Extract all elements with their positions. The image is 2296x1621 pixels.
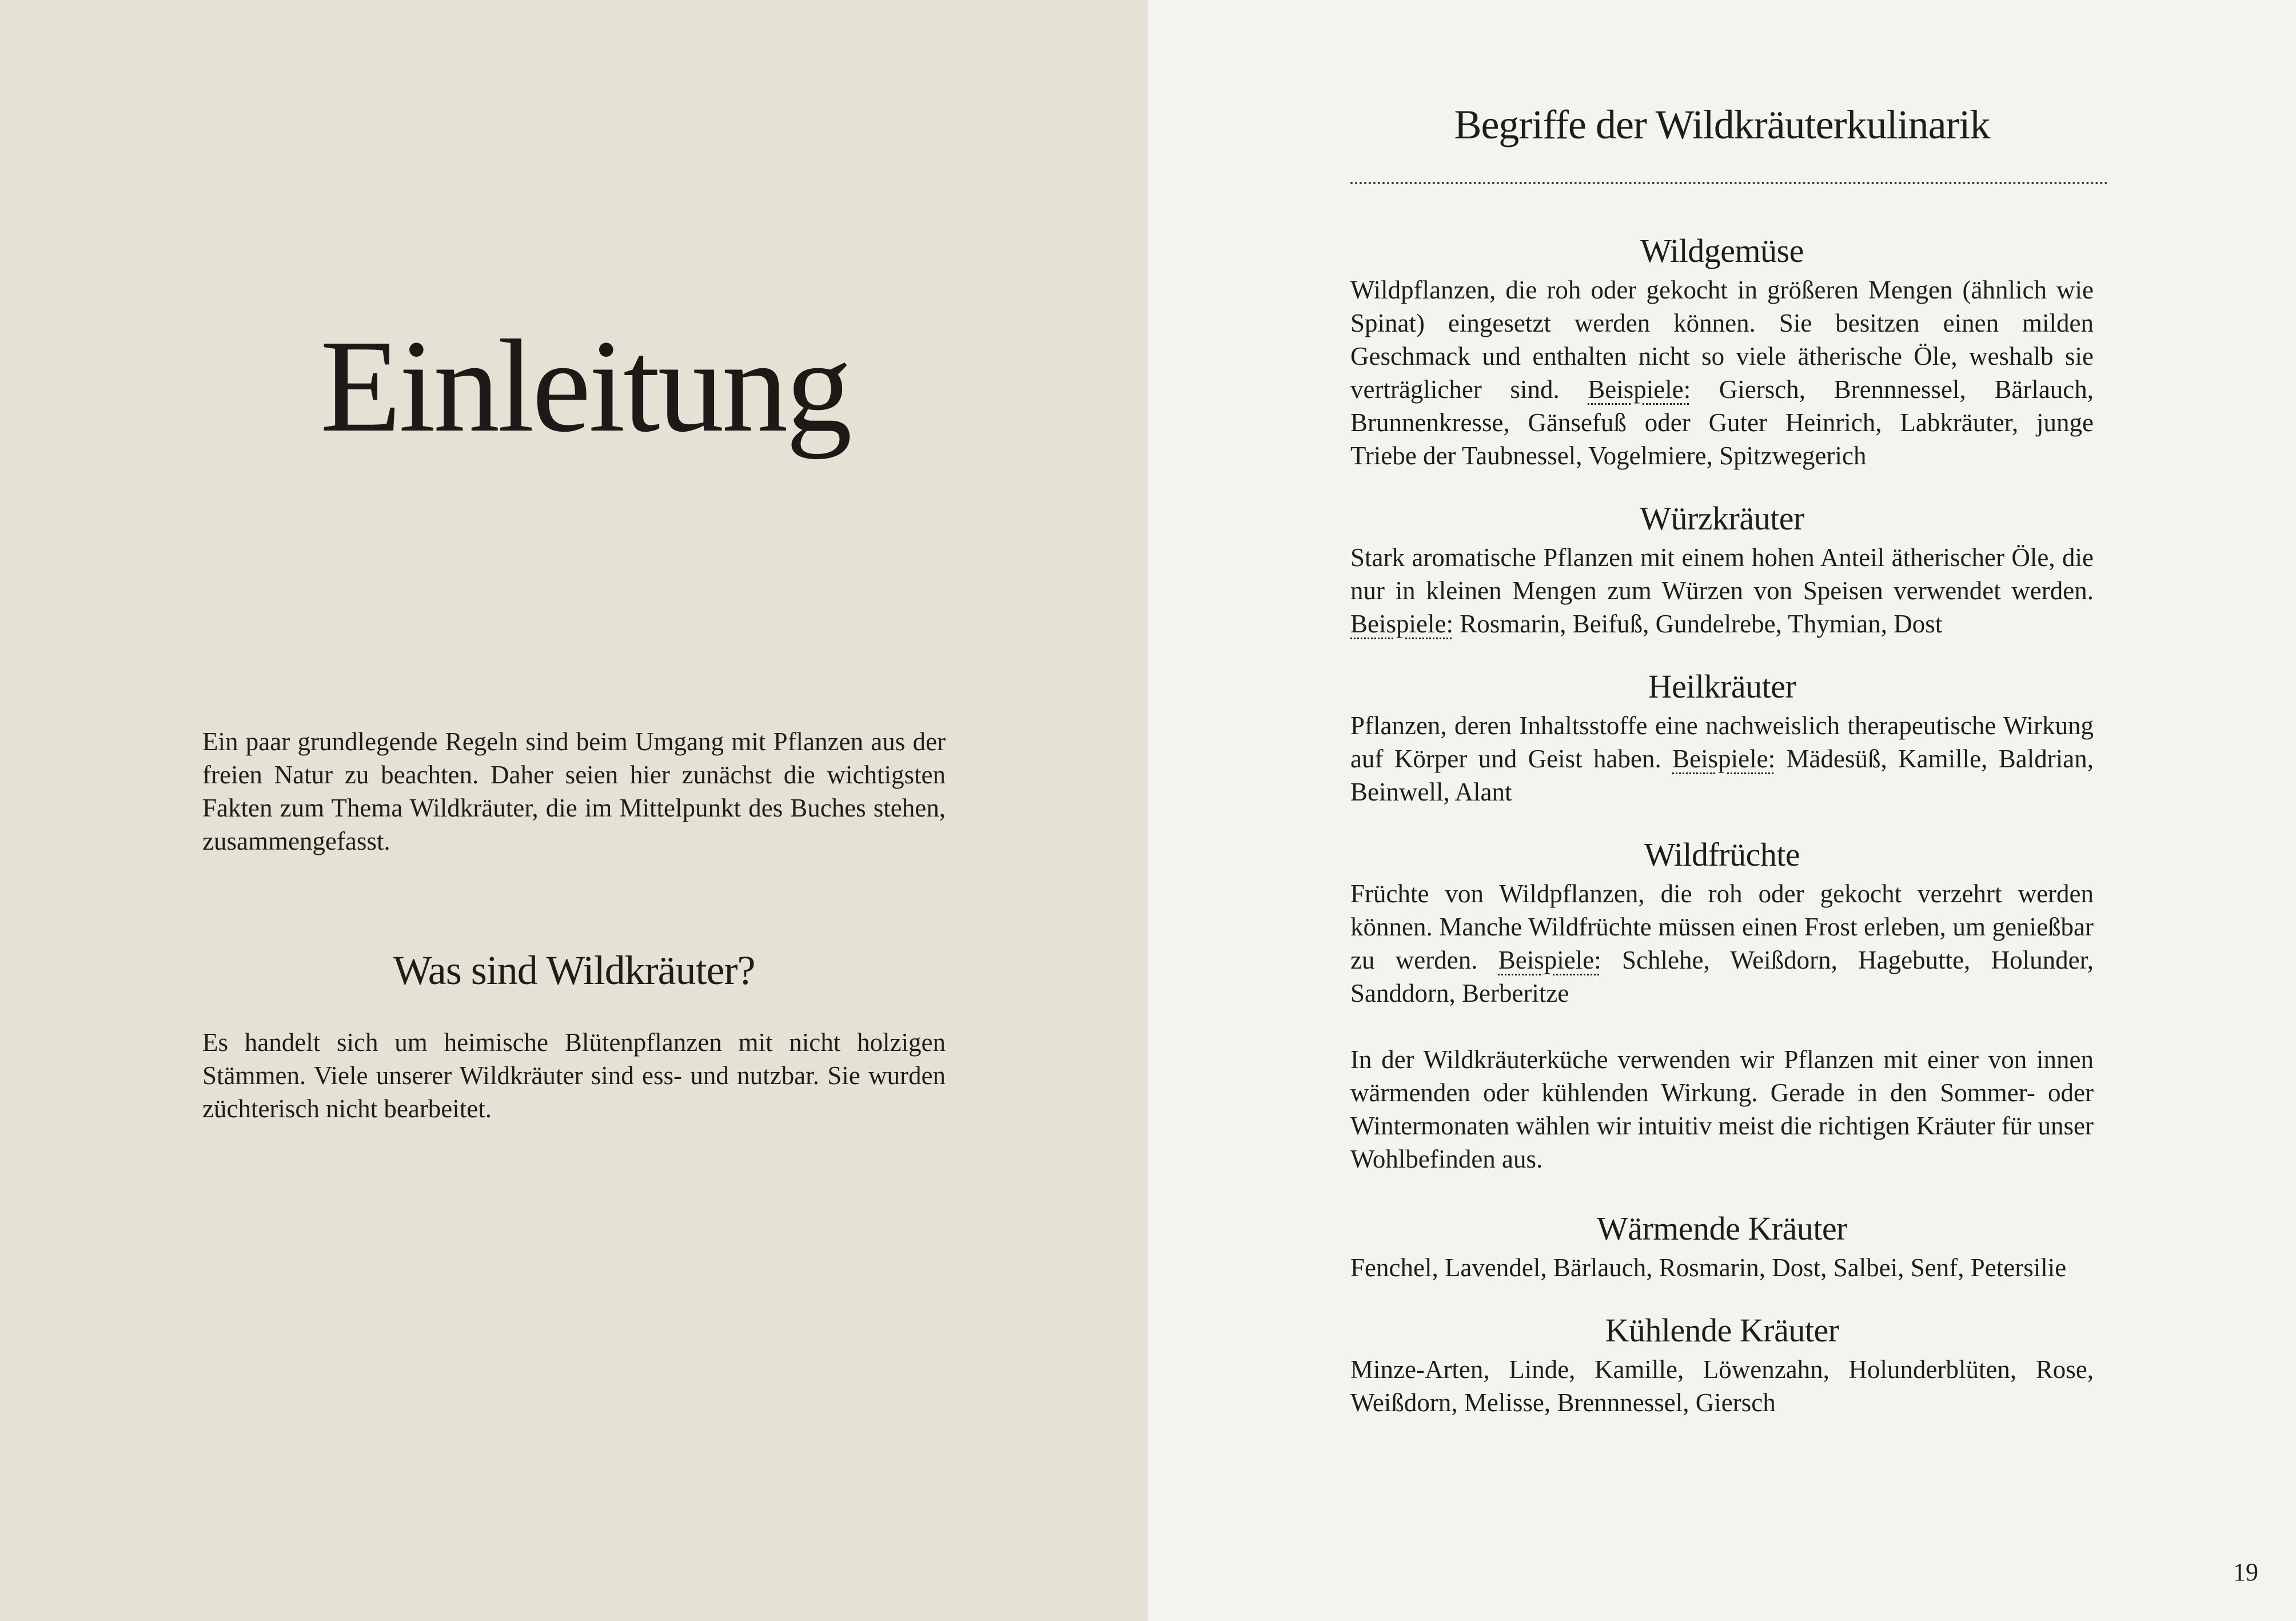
cuisine-paragraph: In der Wildkräuterküche verwenden wir Pflanzen mit einer von innen wärmenden oder kühlenden Wirkung. Gerade in den Sommer- oder Wintermonaten wählen wir intuitiv meist die richtigen Kräuter für unser Wohlbefinden aus. <box>1350 1045 2094 1173</box>
dotted-divider <box>1350 182 2108 184</box>
examples-label: Beispiele: <box>1672 744 1776 773</box>
term-heading: Heilkräuter <box>1648 668 1796 705</box>
examples-list: Rosmarin, Beifuß, Gundelrebe, Thymian, Dost <box>1453 610 1943 638</box>
warming-heading: Wärmende Kräuter <box>1596 1210 1848 1247</box>
term-description <box>1350 877 2094 1010</box>
term-description <box>1350 273 2094 472</box>
chapter-title: Einleitung <box>320 313 850 460</box>
examples-list: Giersch, Brennnessel, Bärlauch, Brunnenkresse, Gänsefuß oder Guter Heinrich, Labkräuter, junge Triebe der Taubnessel, Vogelmiere, Spitzwegerich <box>1350 375 2094 470</box>
term-description <box>1350 709 2094 808</box>
term-heading: Wildfrüchte <box>1644 836 1800 873</box>
cooling-heading: Kühlende Kräuter <box>1605 1312 1839 1349</box>
examples-list: Mädesüß, Kamille, Baldrian, Beinwell, Alant <box>1350 744 2094 806</box>
term-heading: Wildgemüse <box>1640 232 1804 269</box>
page-number: 19 <box>2233 1558 2258 1586</box>
intro-paragraph: Ein paar grundlegende Regeln sind beim Umgang mit Pflanzen aus der freien Natur zu beachten. Daher seien hier zunächst die wichtigsten Fakten zum Thema Wildkräuter, die im Mittelpunkt des Buches stehen, zusammengefasst. <box>202 727 946 855</box>
term-heilkraeuter <box>1350 666 2094 808</box>
term-wildgemuese <box>1350 230 2094 472</box>
warming-list: Fenchel, Lavendel, Bärlauch, Rosmarin, Dost, Salbei, Senf, Petersilie <box>1350 1253 2067 1282</box>
cooling-herbs <box>1350 1309 2094 1419</box>
cooling-list: Minze-Arten, Linde, Kamille, Löwenzahn, Holunderblüten, Rose, Weißdorn, Melisse, Brennnessel, Giersch <box>1350 1355 2094 1417</box>
section-heading: Was sind Wildkräuter? <box>393 947 755 993</box>
warming-herbs <box>1350 1208 2094 1284</box>
term-description <box>1350 541 2094 640</box>
examples-label: Beispiele: <box>1350 610 1453 638</box>
term-heading: Würzkräuter <box>1640 500 1804 537</box>
examples-list: Schlehe, Weißdorn, Hagebutte, Holunder, Sanddorn, Berberitze <box>1350 946 2094 1007</box>
page-title: Begriffe der Wildkräuterkulinarik <box>1454 102 1990 148</box>
examples-label: Beispiele: <box>1588 375 1691 404</box>
term-wuerzkraeuter <box>1350 497 2094 640</box>
term-wildfruechte <box>1350 834 2094 1010</box>
term-definition: Früchte von Wildpflanzen, die roh oder gekocht verzehrt werden können. Manche Wildfrüchte müssen einen Frost erleben, um genießbar zu werden. <box>1350 879 2094 974</box>
section-paragraph: Es handelt sich um heimische Blütenpflanzen mit nicht holzigen Stämmen. Viele unserer Wildkräuter sind ess- und nutzbar. Sie wurden züchterisch nicht bearbeitet. <box>202 1028 946 1123</box>
term-definition: Wildpflanzen, die roh oder gekocht in größeren Mengen (ähnlich wie Spinat) eingesetzt werden können. Sie besitzen einen milden Geschmack und enthalten nicht so viele ätherische Öle, weshalb sie verträglicher sind. <box>1350 276 2094 404</box>
term-definition: Stark aromatische Pflanzen mit einem hohen Anteil ätherischer Öle, die nur in kleinen Mengen zum Würzen von Speisen verwendet werden. <box>1350 543 2094 605</box>
examples-label: Beispiele: <box>1498 946 1601 974</box>
glossary <box>1350 230 2094 1419</box>
term-definition: Pflanzen, deren Inhaltsstoffe eine nachweislich therapeutische Wirkung auf Körper und Geist haben. <box>1350 711 2094 773</box>
